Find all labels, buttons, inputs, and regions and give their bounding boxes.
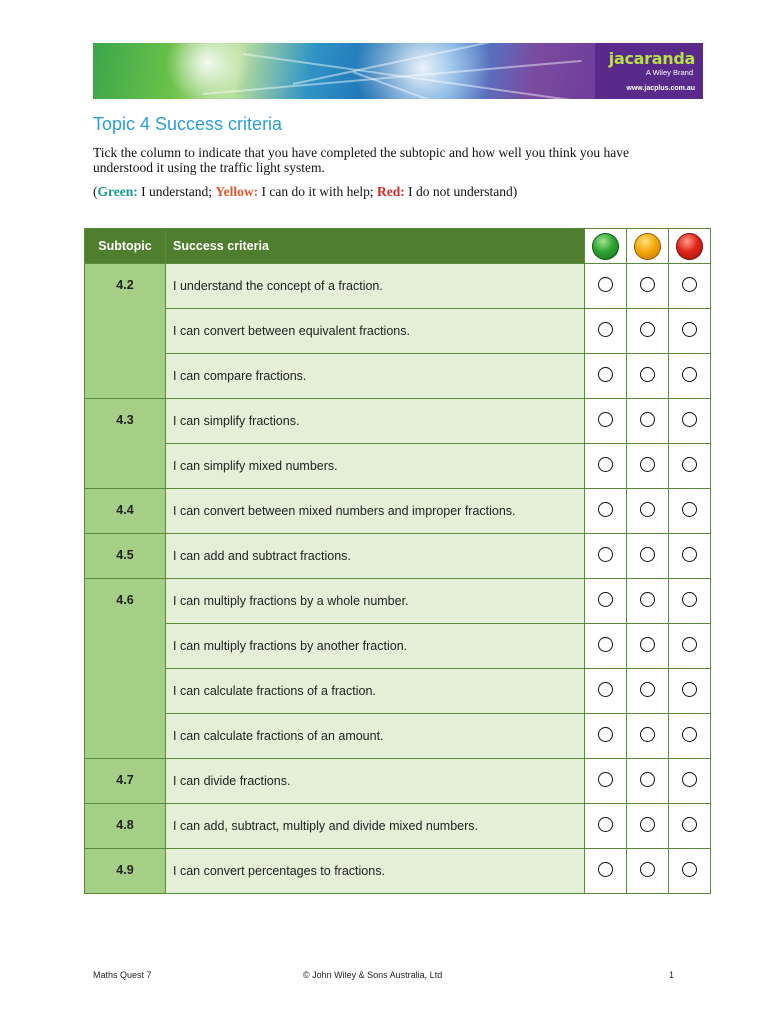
green-tick-cell [585, 399, 627, 444]
yellow-tick-circle[interactable] [640, 592, 655, 607]
green-tick-cell [585, 669, 627, 714]
table-row [85, 804, 711, 849]
green-tick-circle[interactable] [598, 502, 613, 517]
yellow-tick-circle[interactable] [640, 457, 655, 472]
red-tick-circle[interactable] [682, 727, 697, 742]
red-tick-cell [669, 489, 711, 534]
yellow-tick-circle[interactable] [640, 682, 655, 697]
yellow-tick-cell [627, 804, 669, 849]
legend-red-label: Red: [376, 184, 405, 199]
green-tick-cell [585, 849, 627, 894]
green-tick-circle[interactable] [598, 727, 613, 742]
red-tick-circle[interactable] [682, 862, 697, 877]
green-tick-cell [585, 579, 627, 624]
yellow-tick-circle[interactable] [640, 547, 655, 562]
table-row [85, 579, 711, 624]
yellow-tick-cell [627, 489, 669, 534]
subtopic-cell: 4.7 [85, 759, 166, 804]
red-tick-circle[interactable] [682, 817, 697, 832]
green-tick-circle[interactable] [598, 772, 613, 787]
criteria-cell: I can multiply fractions by another fraction. [166, 624, 585, 669]
green-tick-cell [585, 714, 627, 759]
red-tick-cell [669, 534, 711, 579]
green-tick-cell [585, 759, 627, 804]
green-tick-circle[interactable] [598, 682, 613, 697]
green-tick-circle[interactable] [598, 637, 613, 652]
success-criteria-table [84, 228, 711, 894]
table-row [85, 399, 711, 444]
red-tick-circle[interactable] [682, 502, 697, 517]
red-tick-circle[interactable] [682, 412, 697, 427]
yellow-tick-cell [627, 669, 669, 714]
red-light-header [669, 229, 711, 264]
criteria-header: Success criteria [166, 229, 585, 264]
table-row [85, 489, 711, 534]
yellow-tick-circle[interactable] [640, 502, 655, 517]
table-row [85, 309, 711, 354]
criteria-cell: I can calculate fractions of a fraction. [166, 669, 585, 714]
yellow-tick-cell [627, 309, 669, 354]
yellow-tick-cell [627, 579, 669, 624]
green-tick-cell [585, 804, 627, 849]
footer-book-title: Maths Quest 7 [93, 970, 152, 980]
criteria-cell: I can compare fractions. [166, 354, 585, 399]
legend-open-paren: ( [93, 184, 98, 199]
criteria-cell: I can divide fractions. [166, 759, 585, 804]
yellow-tick-cell [627, 354, 669, 399]
red-tick-circle[interactable] [682, 772, 697, 787]
red-tick-cell [669, 759, 711, 804]
criteria-cell: I can convert between equivalent fractions. [166, 309, 585, 354]
yellow-tick-circle[interactable] [640, 367, 655, 382]
traffic-light-legend [93, 184, 517, 200]
yellow-tick-cell [627, 444, 669, 489]
brand-url: www.jacplus.com.au [626, 85, 695, 92]
green-tick-circle[interactable] [598, 412, 613, 427]
header-banner [93, 43, 703, 99]
criteria-cell: I can add, subtract, multiply and divide mixed numbers. [166, 804, 585, 849]
red-tick-cell [669, 264, 711, 309]
yellow-tick-cell [627, 759, 669, 804]
table-row [85, 624, 711, 669]
green-tick-cell [585, 624, 627, 669]
yellow-tick-circle[interactable] [640, 817, 655, 832]
yellow-tick-cell [627, 849, 669, 894]
yellow-tick-circle[interactable] [640, 727, 655, 742]
table-row [85, 669, 711, 714]
red-tick-cell [669, 849, 711, 894]
yellow-light-header [627, 229, 669, 264]
page-title: Topic 4 Success criteria [93, 114, 283, 134]
subtopic-cell: 4.9 [85, 849, 166, 894]
subtopic-header: Subtopic [85, 229, 166, 264]
table-row [85, 444, 711, 489]
criteria-cell: I can convert percentages to fractions. [166, 849, 585, 894]
red-tick-cell [669, 669, 711, 714]
brand-subtitle: A Wiley Brand [645, 68, 693, 77]
red-tick-cell [669, 624, 711, 669]
yellow-light-icon [634, 233, 661, 260]
red-tick-circle[interactable] [682, 547, 697, 562]
yellow-tick-cell [627, 264, 669, 309]
yellow-tick-circle[interactable] [640, 412, 655, 427]
subtopic-cell: 4.6 [85, 579, 166, 759]
subtopic-cell: 4.4 [85, 489, 166, 534]
intro-text: Tick the column to indicate that you have completed the subtopic and how well you think you have understood it using the traffic light system. [93, 145, 630, 175]
legend-green-label: Green: [97, 184, 138, 199]
table-row [85, 354, 711, 399]
legend-green-text: I understand; [137, 184, 216, 199]
criteria-cell: I can convert between mixed numbers and improper fractions. [166, 489, 585, 534]
green-light-header [585, 229, 627, 264]
footer-copyright: © John Wiley & Sons Australia, Ltd [303, 970, 443, 980]
green-tick-circle[interactable] [598, 592, 613, 607]
red-tick-circle[interactable] [682, 637, 697, 652]
yellow-tick-cell [627, 399, 669, 444]
green-tick-circle[interactable] [598, 277, 613, 292]
legend-red-text: I do not understand) [404, 184, 518, 199]
red-tick-cell [669, 714, 711, 759]
red-tick-circle[interactable] [682, 322, 697, 337]
green-tick-cell [585, 354, 627, 399]
legend-yellow-text: I can do it with help; [258, 184, 377, 199]
subtopic-cell: 4.3 [85, 399, 166, 489]
red-tick-circle[interactable] [682, 457, 697, 472]
yellow-tick-circle[interactable] [640, 322, 655, 337]
red-tick-cell [669, 399, 711, 444]
green-tick-cell [585, 444, 627, 489]
red-tick-cell [669, 309, 711, 354]
criteria-cell: I can simplify mixed numbers. [166, 444, 585, 489]
criteria-cell: I understand the concept of a fraction. [166, 264, 585, 309]
green-tick-cell [585, 264, 627, 309]
yellow-tick-cell [627, 534, 669, 579]
table-row [85, 759, 711, 804]
table-row [85, 849, 711, 894]
yellow-tick-circle[interactable] [640, 862, 655, 877]
criteria-cell: I can calculate fractions of an amount. [166, 714, 585, 759]
yellow-tick-circle[interactable] [640, 772, 655, 787]
red-tick-cell [669, 354, 711, 399]
table-header-row [85, 229, 711, 264]
green-tick-circle[interactable] [598, 547, 613, 562]
yellow-tick-cell [627, 624, 669, 669]
green-tick-circle[interactable] [598, 322, 613, 337]
green-tick-circle[interactable] [598, 862, 613, 877]
green-tick-cell [585, 489, 627, 534]
green-tick-circle[interactable] [598, 817, 613, 832]
table-row [85, 534, 711, 579]
brand-name: jacaranda [608, 49, 695, 68]
footer-page-number: 1 [669, 970, 675, 980]
table-row [85, 714, 711, 759]
green-tick-cell [585, 534, 627, 579]
subtopic-cell: 4.2 [85, 264, 166, 399]
subtopic-cell: 4.5 [85, 534, 166, 579]
red-tick-cell [669, 579, 711, 624]
red-tick-circle[interactable] [682, 682, 697, 697]
red-tick-circle[interactable] [682, 367, 697, 382]
red-tick-cell [669, 444, 711, 489]
legend-yellow-label: Yellow: [215, 184, 259, 199]
yellow-tick-circle[interactable] [640, 277, 655, 292]
table-row [85, 264, 711, 309]
criteria-cell: I can multiply fractions by a whole number. [166, 579, 585, 624]
criteria-body [85, 264, 711, 894]
green-tick-circle[interactable] [598, 457, 613, 472]
red-tick-circle[interactable] [682, 592, 697, 607]
red-light-icon [676, 233, 703, 260]
brand-logo [595, 43, 703, 99]
green-tick-circle[interactable] [598, 367, 613, 382]
subtopic-cell: 4.8 [85, 804, 166, 849]
red-tick-circle[interactable] [682, 277, 697, 292]
green-light-icon [592, 233, 619, 260]
red-tick-cell [669, 804, 711, 849]
yellow-tick-circle[interactable] [640, 637, 655, 652]
criteria-cell: I can simplify fractions. [166, 399, 585, 444]
green-tick-cell [585, 309, 627, 354]
yellow-tick-cell [627, 714, 669, 759]
criteria-cell: I can add and subtract fractions. [166, 534, 585, 579]
